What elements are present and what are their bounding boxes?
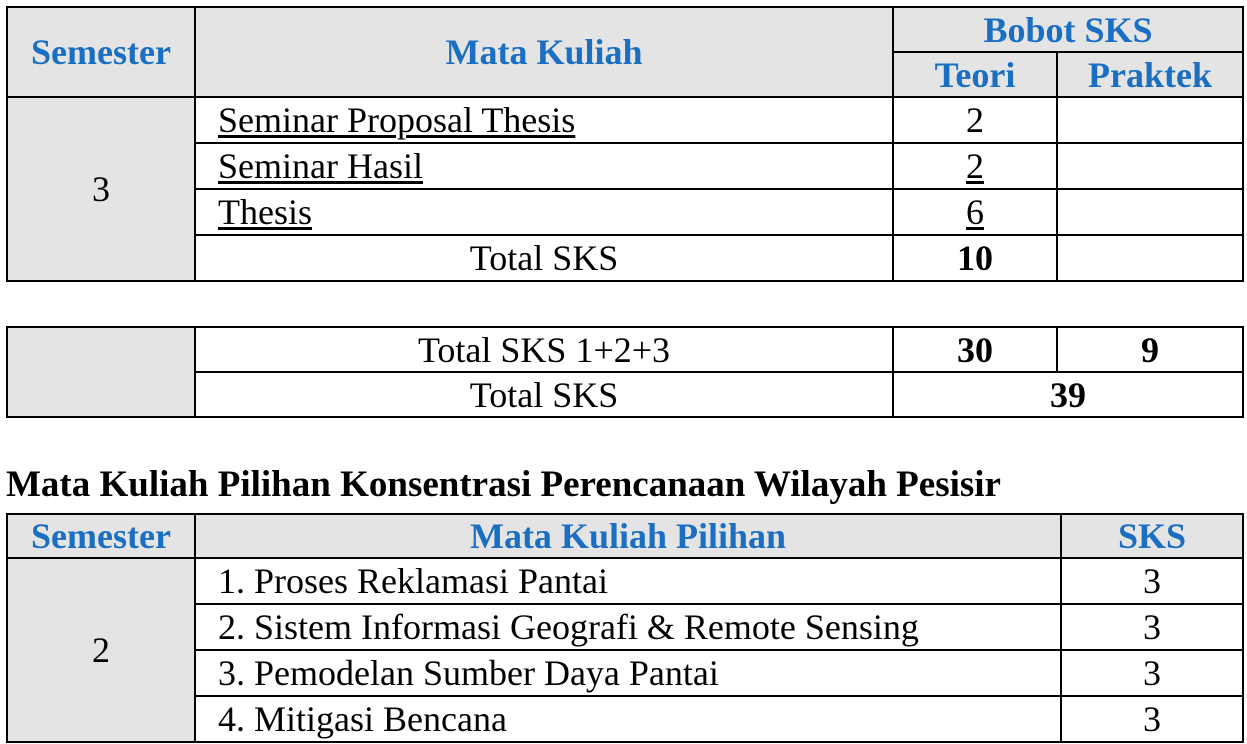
semester-3-table [6,6,1244,282]
header-teori: Teori [893,52,1057,97]
course-name: Seminar Proposal Thesis [195,97,893,143]
teori-value: 6 [893,189,1057,235]
total-123-praktek: 9 [1057,327,1243,372]
praktek-value [1057,143,1243,189]
course-name: 4. Mitigasi Bencana [195,696,1061,742]
teori-value: 2 [893,97,1057,143]
header-sks: SKS [1061,514,1243,558]
total-sks-table [6,326,1244,418]
total-label: Total SKS [195,235,893,281]
grand-total-label: Total SKS [195,372,893,417]
semester-cell: 3 [7,97,195,281]
sks-value: 3 [1061,604,1243,650]
elective-courses-table [6,513,1244,743]
course-name: Thesis [195,189,893,235]
grand-total-value: 39 [893,372,1243,417]
course-name: Seminar Hasil [195,143,893,189]
table-row [7,97,1243,143]
teori-value: 2 [893,143,1057,189]
total-123-label: Total SKS 1+2+3 [195,327,893,372]
table-row [7,558,1243,604]
total-teori: 10 [893,235,1057,281]
header-semester: Semester [7,7,195,97]
praktek-value [1057,97,1243,143]
total-123-teori: 30 [893,327,1057,372]
total-praktek [1057,235,1243,281]
header-praktek: Praktek [1057,52,1243,97]
course-name: 1. Proses Reklamasi Pantai [195,558,1061,604]
header-mata-kuliah: Mata Kuliah [195,7,893,97]
section-title: Mata Kuliah Pilihan Konsentrasi Perencanaan Wilayah Pesisir [6,464,1001,505]
sks-value: 3 [1061,696,1243,742]
table-row [7,327,1243,372]
praktek-value [1057,189,1243,235]
header-semester: Semester [7,514,195,558]
course-name: 3. Pemodelan Sumber Daya Pantai [195,650,1061,696]
sks-value: 3 [1061,558,1243,604]
sks-value: 3 [1061,650,1243,696]
semester-cell: 2 [7,558,195,742]
blank-cell [7,327,195,417]
header-bobot-sks: Bobot SKS [893,7,1243,52]
course-name: 2. Sistem Informasi Geografi & Remote Sensing [195,604,1061,650]
header-mata-kuliah-pilihan: Mata Kuliah Pilihan [195,514,1061,558]
